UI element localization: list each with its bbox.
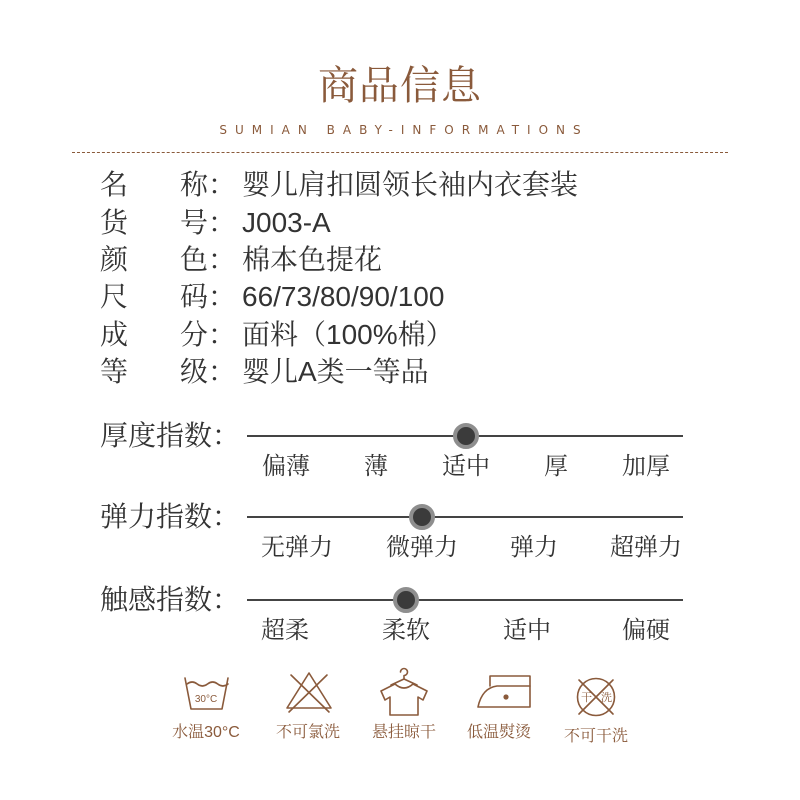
index-title-text: 厚度指数 bbox=[100, 420, 213, 451]
care-label: 悬挂晾干 bbox=[371, 724, 436, 741]
index-option: 弹力 bbox=[510, 534, 558, 561]
spec-label: 颜色 bbox=[100, 243, 208, 275]
index-option: 厚 bbox=[544, 453, 568, 480]
spec-value: 婴儿肩扣圆领长袖内衣套装 bbox=[242, 169, 579, 201]
care-label: 水温30°C bbox=[172, 724, 240, 741]
spec-label: 尺码 bbox=[100, 281, 208, 313]
spec-colon: ： bbox=[208, 243, 237, 275]
spec-row-item-number bbox=[100, 203, 720, 240]
spec-label: 等级 bbox=[100, 356, 208, 388]
dashed-divider bbox=[72, 152, 728, 153]
index-option: 超弹力 bbox=[610, 534, 682, 561]
index-option: 薄 bbox=[364, 453, 388, 480]
index-title bbox=[100, 499, 240, 535]
elasticity-index bbox=[0, 499, 800, 565]
index-title bbox=[100, 418, 240, 454]
no-dry-clean-icon bbox=[556, 664, 636, 716]
index-option: 柔软 bbox=[382, 617, 430, 644]
index-track bbox=[247, 599, 683, 601]
spec-value: J003-A bbox=[242, 206, 331, 238]
hang-dry-icon bbox=[364, 664, 444, 716]
spec-colon: ： bbox=[208, 206, 237, 238]
index-title-colon: ： bbox=[212, 501, 241, 532]
spec-row-material bbox=[100, 316, 720, 353]
page-subtitle: SUMIAN BABY-INFORMATIONS bbox=[219, 123, 589, 137]
index-title-colon: ： bbox=[212, 420, 241, 451]
thickness-index bbox=[0, 418, 800, 484]
touch-index bbox=[0, 582, 800, 648]
care-label: 不可干洗 bbox=[563, 728, 628, 745]
spec-label: 名称 bbox=[100, 169, 208, 201]
index-title bbox=[100, 582, 240, 618]
wash-temp-text: 30°C bbox=[194, 694, 218, 705]
index-option: 无弹力 bbox=[261, 534, 333, 561]
care-item-no-bleach bbox=[268, 664, 348, 754]
spec-label: 成分 bbox=[100, 318, 208, 350]
care-item-wash bbox=[166, 664, 246, 754]
spec-colon: ： bbox=[208, 281, 237, 313]
index-option: 微弹力 bbox=[386, 534, 458, 561]
care-label: 不可氯洗 bbox=[275, 724, 340, 741]
spec-label: 货号 bbox=[100, 206, 208, 238]
dry-clean-text: 干洗 bbox=[581, 692, 621, 704]
care-item-iron bbox=[459, 664, 539, 754]
product-spec-list bbox=[100, 166, 720, 390]
spec-row-size bbox=[100, 278, 720, 315]
index-option: 偏薄 bbox=[262, 453, 310, 480]
spec-value: 66/73/80/90/100 bbox=[242, 281, 445, 313]
index-option: 适中 bbox=[442, 453, 490, 480]
touch-knob bbox=[393, 587, 419, 613]
index-option: 偏硬 bbox=[622, 617, 670, 644]
page-title: 商品信息 bbox=[318, 64, 482, 108]
spec-colon: ： bbox=[208, 356, 237, 388]
spec-value: 棉本色提花 bbox=[242, 243, 383, 275]
index-track bbox=[247, 516, 683, 518]
index-title-text: 触感指数 bbox=[100, 584, 213, 615]
index-option: 超柔 bbox=[261, 617, 309, 644]
index-option: 加厚 bbox=[622, 453, 670, 480]
index-title-text: 弹力指数 bbox=[100, 501, 213, 532]
low-temp-iron-icon bbox=[459, 664, 539, 716]
care-item-hang-dry bbox=[364, 664, 444, 754]
thickness-knob bbox=[453, 423, 479, 449]
care-label: 低温熨烫 bbox=[466, 724, 531, 741]
index-title-colon: ： bbox=[212, 584, 241, 615]
spec-colon: ： bbox=[208, 169, 237, 201]
spec-colon: ： bbox=[208, 318, 237, 350]
elasticity-knob bbox=[409, 504, 435, 530]
care-item-no-dry-clean bbox=[556, 664, 636, 754]
spec-row-grade bbox=[100, 353, 720, 390]
wash-30c-icon bbox=[166, 664, 246, 716]
spec-row-color bbox=[100, 241, 720, 278]
spec-row-name bbox=[100, 166, 720, 203]
no-bleach-icon bbox=[268, 664, 348, 716]
index-option: 适中 bbox=[503, 617, 551, 644]
spec-value: 婴儿A类一等品 bbox=[242, 356, 429, 388]
spec-value: 面料（100%棉） bbox=[242, 318, 454, 350]
